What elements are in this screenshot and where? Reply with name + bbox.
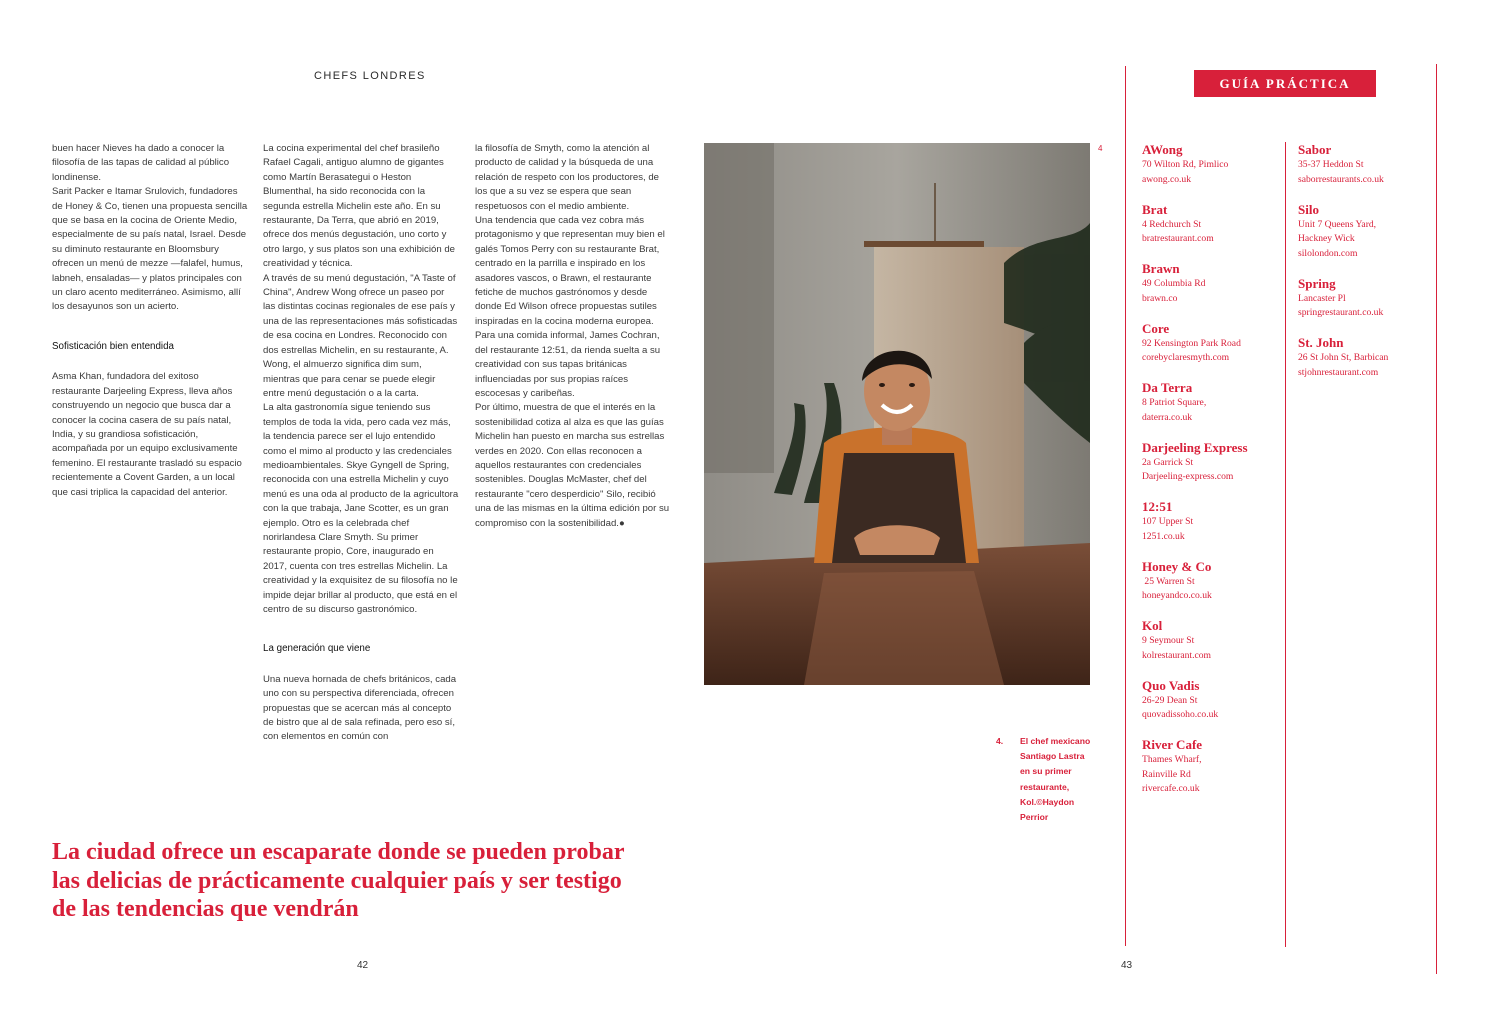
paragraph: La alta gastronomía sigue teniendo sus templos de toda la vida, pero cada vez más, la tendencia parece ser el lujo entendido como el mimo al producto y las credenciales medioambientales. Skye Gyngell de Spring, reconocida con una estrella Michelin y cuyo menú es una oda al producto de la agricultora con la que trabaja, Jane Scotter, es un gran ejemplo. Otro es la celebrada chef norirlandesa Clare Smyth. Su primer restaurante propio, Core, inaugurado en 2017, cuenta con tres estrellas Michelin. La creatividad y la exquisitez de su filosofía no le impide dejar brillar al producto, que está en el centro de su discurso gastronómico. — [263, 402, 459, 615]
address-line: Lancaster Pl — [1298, 292, 1346, 304]
paragraph: Una tendencia que cada vez cobra más protagonismo y que representan muy bien el galés Tomos Perry con su restaurante Brat, centrado en la parrilla e inspirado en los asadores vascos, o Brawn, el restaurante fetiche de muchos gastrónomos y desde donde Ed Wilson ofrece propuestas sutiles inspiradas en la cocina moderna europea. — [475, 215, 665, 327]
website[interactable]: kolrestaurant.com — [1142, 649, 1211, 661]
paragraph: la filosofía de Smyth, como la atención al producto de calidad y la búsqueda de una relación de respeto con los productores, de los que a su vez se espera que sean respetuosos con el medio ambiente. — [475, 143, 659, 212]
restaurant-name: AWong — [1142, 142, 1183, 157]
pull-quote: La ciudad ofrece un escaparate donde se pueden probar las delicias de prácticamente cualquier país y ser testigo de las tendencias que vendrán — [52, 839, 625, 922]
address-line: 107 Upper St — [1142, 516, 1194, 527]
address-line: 35-37 Heddon St — [1298, 159, 1364, 170]
restaurant-name: Silo — [1298, 201, 1319, 217]
website[interactable]: quovadissoho.co.uk — [1142, 709, 1219, 720]
restaurant-name: St. John — [1298, 335, 1344, 350]
restaurant-name: Brawn — [1142, 261, 1180, 276]
restaurant-name: Da Terra — [1142, 380, 1193, 395]
restaurant-name: Core — [1142, 320, 1170, 336]
website[interactable]: saborrestaurants.co.uk — [1298, 173, 1384, 185]
address-line: 26-29 Dean St — [1142, 694, 1198, 706]
website[interactable]: bratrestaurant.com — [1142, 233, 1214, 244]
paragraph: buen hacer Nieves ha dado a conocer la filosofía de las tapas de calidad al público londinense. — [52, 143, 230, 183]
article-column-1 — [52, 142, 248, 500]
address-line: Thames Wharf, — [1142, 754, 1202, 765]
restaurant-name: Quo Vadis — [1142, 677, 1200, 693]
restaurant-name: Kol — [1142, 618, 1163, 633]
chef-photo — [704, 143, 1090, 685]
address-line: 9 Seymour St — [1142, 635, 1195, 646]
paragraph: Por último, muestra de que el interés en la sostenibilidad cotiza al alza es que las guías Michelin han puesto en marcha sus estrellas verdes en 2020. Con ellas reconocen a aquellos restaurantes con credenciales sostenibles. Douglas McMaster, chef del restaurante "cero desperdicio" Silo, recibió una de las mismas en la última edición por su compromiso con la sostenibilidad.● — [475, 402, 670, 529]
website[interactable]: brawn.co — [1142, 292, 1178, 304]
restaurant-name: Honey & Co — [1142, 558, 1212, 574]
guide-entry — [1142, 440, 1282, 485]
guide-entry — [1142, 737, 1282, 797]
paragraph: Para una comida informal, James Cochran, del restaurante 12:51, da rienda suelta a su creatividad con sus tapas británicas influenciadas por sus propias raíces escocesas y caribeñas. — [475, 330, 661, 399]
guide-column-2 — [1298, 142, 1434, 395]
guide-entry — [1142, 142, 1282, 187]
restaurant-name: Spring — [1298, 275, 1336, 291]
caption-text: El chef mexicano Santiago Lastra en su primer restaurante, Kol.©Haydon Perrior — [1020, 736, 1091, 823]
paragraph: A través de su menú degustación, "A Taste of China", Andrew Wong ofrece un paseo por las distintas cocinas regionales de ese país y una de las representaciones más sofisticadas de esa cocina en Londres. Reconocido con dos estrellas Michelin, en su restaurante, A. Wong, el almuerzo significa dim sum, mientras que para cenar se puede elegir entre menú degustación o a la carta. — [263, 272, 458, 399]
address-line: 8 Patriot Square, — [1142, 397, 1207, 408]
website[interactable]: silolondon.com — [1298, 247, 1358, 259]
guide-divider-right — [1436, 64, 1437, 974]
website[interactable]: corebyclaresmyth.com — [1142, 352, 1230, 363]
website[interactable]: 1251.co.uk — [1142, 530, 1185, 542]
guide-entry — [1142, 559, 1282, 604]
guide-entry — [1298, 335, 1434, 380]
subheading: La generación que viene — [263, 643, 371, 655]
address-line: 70 Wilton Rd, Pimlico — [1142, 159, 1229, 170]
website[interactable]: honeyandco.co.uk — [1142, 590, 1212, 601]
restaurant-name: Darjeeling Express — [1142, 439, 1248, 455]
guide-entry — [1298, 142, 1434, 187]
website[interactable]: stjohnrestaurant.com — [1298, 366, 1379, 378]
paragraph: La cocina experimental del chef brasileño Rafael Cagali, antiguo alumno de gigantes como Martín Berasategui o Heston Blumenthal, ha sido reconocida con la segunda estrella Michelin este año. En su restaurante, Da Terra, que abrió en 2019, ofrece dos menús degustación, uno corto y otro largo, y sus platos son una exhibición de creatividad y técnica. — [263, 143, 455, 270]
restaurant-name: Brat — [1142, 201, 1168, 217]
website[interactable]: daterra.co.uk — [1142, 411, 1193, 423]
address-line: Rainville Rd — [1142, 768, 1191, 780]
paragraph: Una nueva hornada de chefs británicos, cada uno con su perspectiva diferenciada, ofrecen propuestas que se acercan más al concepto de bistro que al de sala refinada, pero eso sí, con elementos en común con — [263, 673, 457, 743]
guide-divider-left — [1125, 66, 1126, 946]
guide-entry — [1298, 276, 1434, 321]
restaurant-name: Sabor — [1298, 142, 1332, 157]
guide-entry — [1142, 380, 1282, 425]
chef-portrait-illustration — [704, 143, 1090, 685]
guide-divider-middle — [1285, 142, 1286, 947]
paragraph: Sarit Packer e Itamar Srulovich, fundadores de Honey & Co, tienen una propuesta sencilla que se basa en la cocina de Oriente Medio, especialmente de su país natal, Israel. Desde su diminuto restaurante en Bloomsbury ofrecen un menú de mezze —falafel, humus, labneh, ensaladas— y platos principales con un claro acento mediterráneo. Asimismo, allí los desayunos son un acierto. — [52, 186, 248, 313]
guide-entry — [1142, 678, 1282, 723]
guide-entry — [1142, 618, 1282, 663]
page-number-right: 43 — [1121, 960, 1133, 971]
paragraph: Asma Khan, fundadora del exitoso restaurante Darjeeling Express, lleva años construyendo un negocio que busca dar a conocer la cocina casera de su país natal, India, y su grandiosa sofisticación, acompañada por un equipo exclusivamente femenino. El restaurante trasladó su espacio recientemente a Covent Garden, a un local que casi triplica la capacidad del anterior. — [52, 371, 242, 498]
address-line: 92 Kensington Park Road — [1142, 337, 1241, 349]
address-line: 26 St John St, Barbican — [1298, 352, 1389, 363]
page-number-left: 42 — [357, 960, 369, 971]
address-line: 4 Redchurch St — [1142, 218, 1202, 230]
guide-entry — [1142, 261, 1282, 306]
guide-column-1 — [1142, 142, 1282, 811]
website[interactable]: Darjeeling-express.com — [1142, 471, 1234, 482]
photo-number: 4 — [1098, 144, 1103, 153]
section-header: CHEFS LONDRES — [314, 70, 426, 82]
article-column-2 — [263, 142, 459, 745]
address-line: 25 Warren St — [1142, 575, 1195, 587]
address-line: 2a Garrick St — [1142, 456, 1194, 468]
website[interactable]: springrestaurant.co.uk — [1298, 307, 1384, 318]
subheading: Sofisticación bien entendida — [52, 340, 175, 352]
restaurant-name: 12:51 — [1142, 499, 1173, 514]
website[interactable]: rivercafe.co.uk — [1142, 783, 1200, 794]
guide-title: GUÍA PRÁCTICA — [1194, 70, 1376, 97]
article-column-3 — [475, 142, 671, 531]
guide-entry — [1298, 202, 1434, 262]
guide-entry — [1142, 202, 1282, 247]
website[interactable]: awong.co.uk — [1142, 173, 1192, 185]
address-line: Hackney Wick — [1298, 233, 1355, 244]
address-line: 49 Columbia Rd — [1142, 278, 1206, 289]
address-line: Unit 7 Queens Yard, — [1298, 218, 1377, 230]
restaurant-name: River Cafe — [1142, 737, 1203, 752]
guide-entry — [1142, 499, 1282, 544]
guide-entry — [1142, 321, 1282, 366]
caption-number: 4. — [996, 736, 1004, 746]
